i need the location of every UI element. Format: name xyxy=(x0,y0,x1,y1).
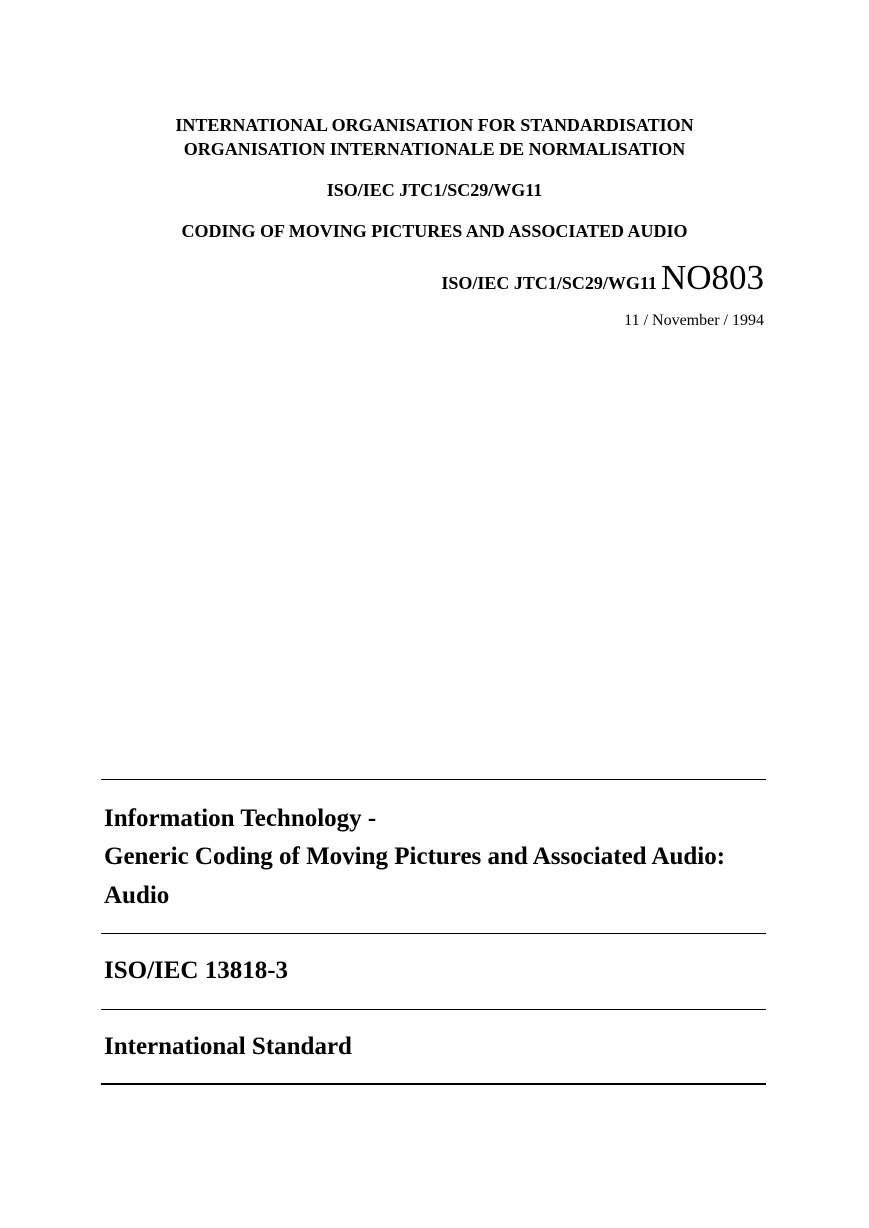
title-line-1: Information Technology - xyxy=(104,805,377,832)
document-number: NO803 xyxy=(660,258,764,297)
divider-top xyxy=(101,779,766,780)
document-reference-prefix: ISO/IEC JTC1/SC29/WG11 xyxy=(441,273,657,293)
standard-number: ISO/IEC 13818-3 xyxy=(104,957,289,984)
divider-bottom xyxy=(101,1083,766,1085)
organisation-name-french: ORGANISATION INTERNATIONALE DE NORMALISATION xyxy=(183,139,686,159)
title-line-2: Generic Coding of Moving Pictures and Associated Audio: xyxy=(104,843,726,870)
document-reference xyxy=(441,258,764,298)
standard-type: International Standard xyxy=(104,1033,352,1060)
document-date: 11 / November / 1994 xyxy=(624,312,764,329)
subject-heading: CODING OF MOVING PICTURES AND ASSOCIATED AUDIO xyxy=(181,221,688,241)
organisation-name-english: INTERNATIONAL ORGANISATION FOR STANDARDISATION xyxy=(175,115,694,135)
working-group-id: ISO/IEC JTC1/SC29/WG11 xyxy=(326,180,543,200)
title-line-3: Audio xyxy=(104,882,170,909)
divider-after-number xyxy=(101,1009,766,1010)
divider-after-title xyxy=(101,933,766,934)
